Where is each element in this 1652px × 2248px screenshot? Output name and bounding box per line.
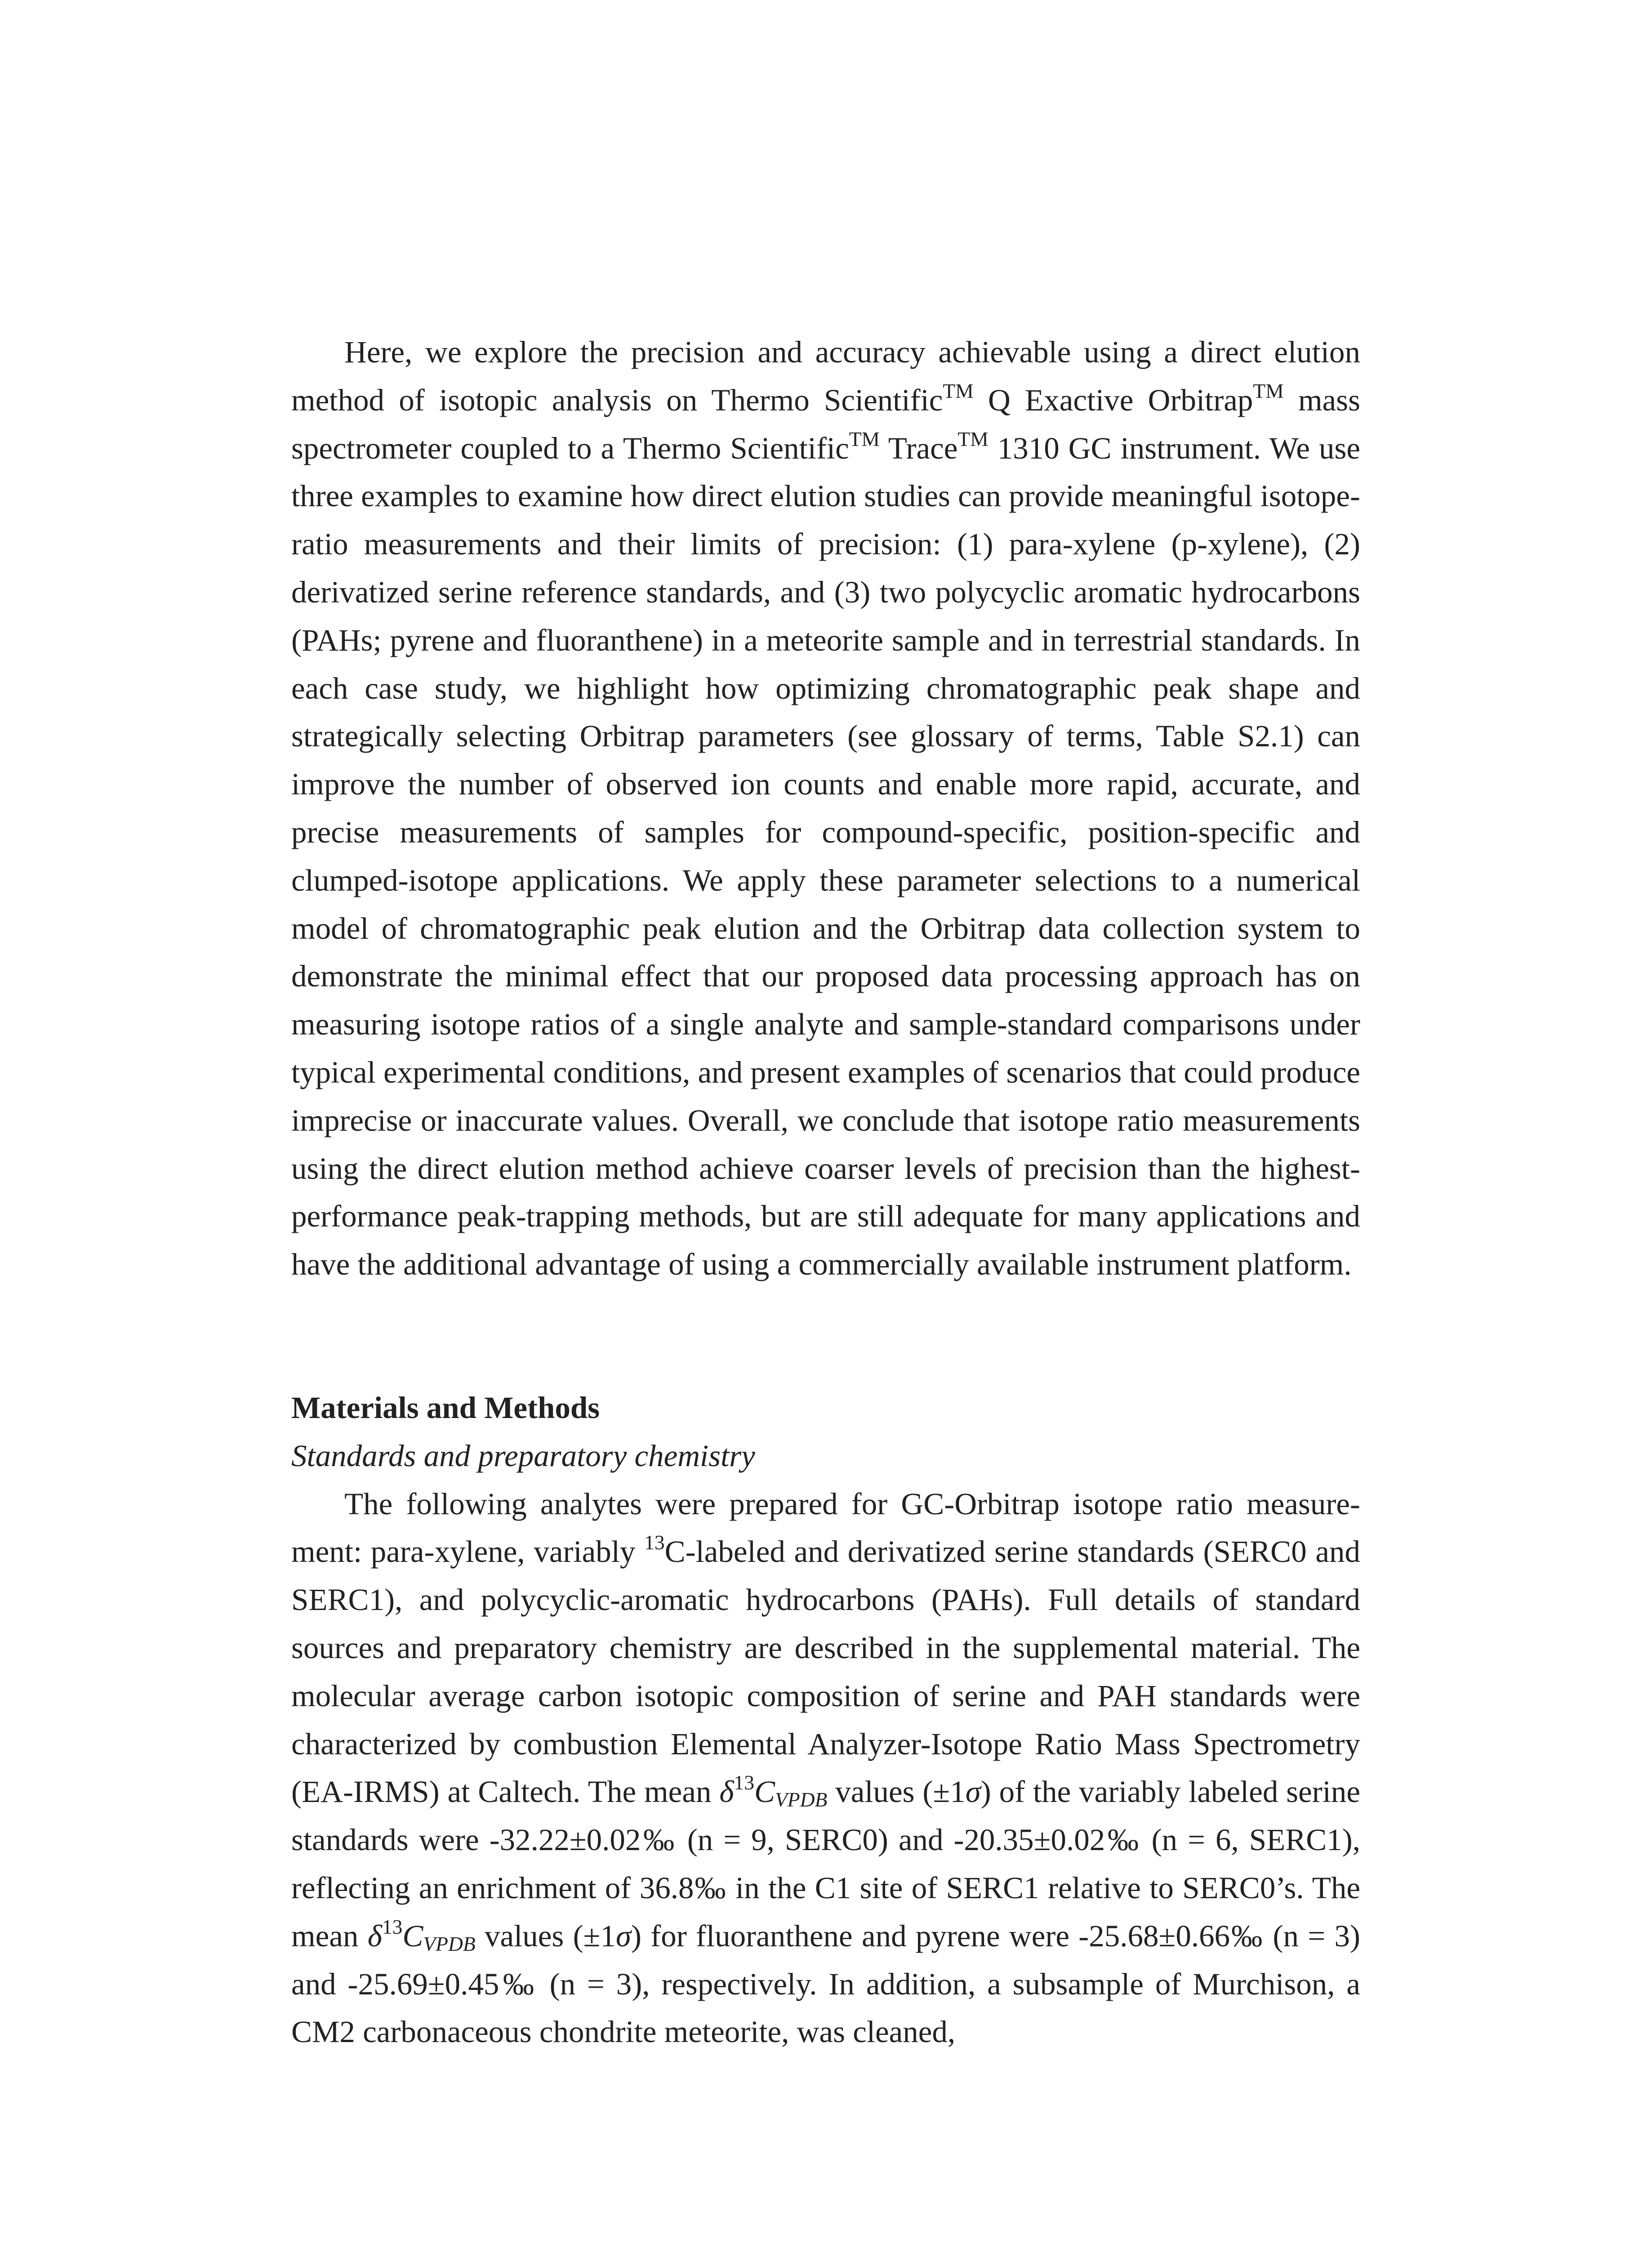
intro-text-3: mass spectrometer coupled to a Thermo Scientific xyxy=(291,383,1360,465)
methods-paragraph xyxy=(291,1480,1360,2056)
carbon-symbol: C xyxy=(754,1775,775,1809)
methods-text-6: ) for fluoranthene and pyrene were -25.68±0.66‰ (n = 3) and -25.69±0.45‰ (n = 3), respectively. In addition, a subsample of Murchison, a CM2 carbonaceous chondrite meteorite, was cleaned, xyxy=(291,1918,1361,2049)
trademark-mark: TM xyxy=(943,379,974,402)
subsection-heading: Standards and preparatory chemistry xyxy=(291,1438,755,1473)
methods-text-3: values (±1 xyxy=(827,1775,966,1809)
delta-symbol: δ xyxy=(719,1775,734,1809)
methods-text-1: The following analytes were prepared for GC-Orbitrap isotope ratio measurement: para-xylene, variably xyxy=(291,1486,1360,1569)
trademark-mark: TM xyxy=(957,427,989,450)
methods-text-4: ) of the variably labeled serine standards were -32.22±0.02‰ (n = 9, SERC0) and -20.35±0.02‰ (n = 6, SERC1), reflecting an enrichment of 36.8‰ in the C1 site of SERC1 relative to SERC0’s. The mean xyxy=(291,1775,1360,1953)
trademark-mark: TM xyxy=(849,427,880,450)
methods-text-2: C-labeled and derivatized serine standards (SERC0 and SERC1), and polycyclic-aromatic hydrocarbons (PAHs). Full details of standard sources and preparatory chemistry are described in the supplemental material. The molecular average carbon isotopic composition of serine and PAH standards were characterized by combustion Elemental Analyzer-Isotope Ratio Mass Spectrometry (EA-IRMS) at Caltech. The mean xyxy=(291,1534,1360,1809)
intro-text-4: Trace xyxy=(880,431,958,465)
isotope-superscript: 13 xyxy=(644,1531,665,1554)
vpdb-subscript: VPDB xyxy=(775,1788,828,1811)
sigma-symbol: σ xyxy=(615,1918,631,1953)
intro-text-5: 1310 GC instrument. We use three examples to examine how direct elution studies can provide meaningful isotope-ratio measurements and their limits of precision: (1) para-xylene (p-xylene), (2) derivatized serine reference standards, and (3) two polycyclic aromatic hydrocarbons (PAHs; pyrene and fluoranthene) in a meteorite sample and in terrestrial standards. In each case study, we highlight how optimizing chromatographic peak shape and strategically selecting Orbitrap parameters (see glossary of terms, Table S2.1) can improve the number of observed ion counts and enable more rapid, accurate, and precise measurements of samples for compound-specific, position-specific and clumped-isotope applications. We apply these parameter selections to a numerical model of chromatographic peak elution and the Orbitrap data collection system to demonstrate the minimal effect that our proposed data processing approach has on measuring isotope ratios of a single analyte and sample-standard comparisons under typical experimental conditions, and present examples of scenarios that could produce imprecise or inaccurate values. Overall, we conclude that isotope ratio measurements using the direct elution method achieve coarser levels of precision than the highest-performance peak-trapping methods, but are still adequate for many applications and have the additional advantage of using a commercially available instrument platform. xyxy=(291,431,1360,1282)
delta-symbol: δ xyxy=(367,1918,382,1953)
intro-section xyxy=(291,328,1360,1289)
vpdb-subscript: VPDB xyxy=(423,1932,476,1955)
section-heading: Materials and Methods xyxy=(291,1391,600,1425)
isotope-superscript: 13 xyxy=(734,1771,754,1794)
methods-text-5: values (±1 xyxy=(475,1918,616,1953)
isotope-superscript: 13 xyxy=(382,1915,403,1938)
intro-text-2: Q Exactive Orbitrap xyxy=(973,383,1253,417)
sigma-symbol: σ xyxy=(965,1775,981,1809)
methods-section xyxy=(291,1384,1360,2056)
carbon-symbol: C xyxy=(402,1918,423,1953)
intro-paragraph xyxy=(291,328,1360,1289)
intro-text-1: Here, we explore the precision and accuracy achievable using a direct elution method of isotopic analysis on Thermo Scientific xyxy=(291,335,1360,417)
trademark-mark: TM xyxy=(1253,379,1284,402)
